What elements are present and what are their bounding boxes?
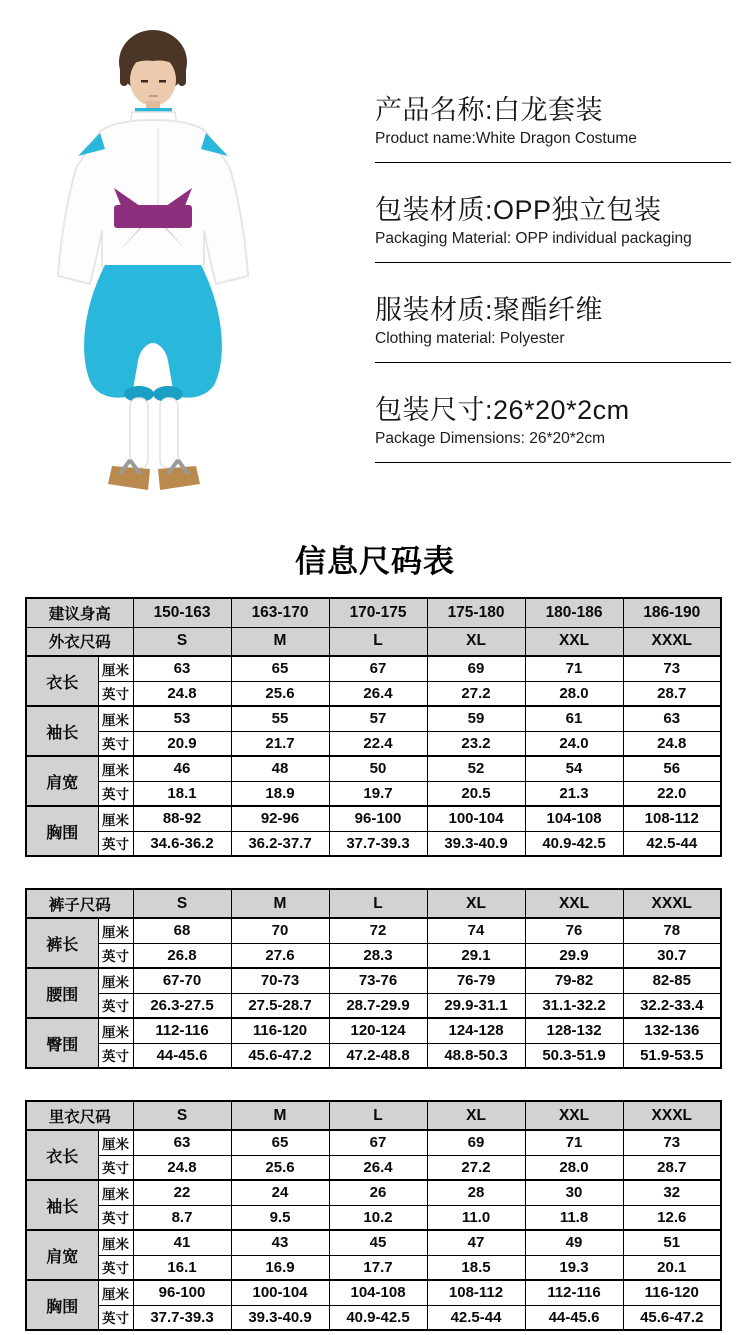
- table-row: [26, 1043, 721, 1068]
- size-value-cm: 65: [231, 656, 329, 681]
- size-value-cm: 74: [427, 918, 525, 943]
- size-value-inch: 21.7: [231, 731, 329, 756]
- size-value-inch: 16.1: [133, 1255, 231, 1280]
- size-value-inch: 29.1: [427, 943, 525, 968]
- size-value-inch: 27.6: [231, 943, 329, 968]
- size-value-cm: 67: [329, 1130, 427, 1155]
- table-row: [26, 806, 721, 831]
- table-row: [26, 1230, 721, 1255]
- size-value-inch: 22.4: [329, 731, 427, 756]
- size-value-cm: 70-73: [231, 968, 329, 993]
- header-value: XL: [427, 627, 525, 656]
- size-value-cm: 104-108: [329, 1280, 427, 1305]
- size-value-cm: 69: [427, 1130, 525, 1155]
- unit-label-inch: 英寸: [98, 831, 133, 856]
- size-value-cm: 32: [623, 1180, 721, 1205]
- size-value-inch: 26.4: [329, 1155, 427, 1180]
- size-value-inch: 27.2: [427, 1155, 525, 1180]
- header-value: 175-180: [427, 598, 525, 627]
- size-value-cm: 67-70: [133, 968, 231, 993]
- unit-label-inch: 英寸: [98, 993, 133, 1018]
- table-row: [26, 1280, 721, 1305]
- size-value-inch: 39.3-40.9: [427, 831, 525, 856]
- size-value-cm: 56: [623, 756, 721, 781]
- header-value: XL: [427, 1101, 525, 1130]
- size-value-cm: 67: [329, 656, 427, 681]
- header-value: M: [231, 889, 329, 918]
- table-row: [26, 1180, 721, 1205]
- measurement-label: 肩宽: [26, 756, 98, 806]
- size-value-inch: 29.9: [525, 943, 623, 968]
- size-tables-section: [0, 597, 750, 1331]
- package-dimensions-en: Package Dimensions: 26*20*2cm: [375, 430, 606, 447]
- unit-label-inch: 英寸: [98, 1305, 133, 1330]
- size-value-cm: 104-108: [525, 806, 623, 831]
- header-value: XXXL: [623, 627, 721, 656]
- measurement-label: 腰围: [26, 968, 98, 1018]
- size-value-inch: 21.3: [525, 781, 623, 806]
- size-value-inch: 19.7: [329, 781, 427, 806]
- unit-label-cm: 厘米: [98, 656, 133, 681]
- size-value-cm: 96-100: [329, 806, 427, 831]
- header-label: 建议身高: [26, 598, 133, 627]
- size-value-cm: 48: [231, 756, 329, 781]
- size-value-inch: 26.3-27.5: [133, 993, 231, 1018]
- size-value-inch: 47.2-48.8: [329, 1043, 427, 1068]
- size-value-cm: 54: [525, 756, 623, 781]
- size-value-inch: 45.6-47.2: [623, 1305, 721, 1330]
- size-value-inch: 8.7: [133, 1205, 231, 1230]
- size-value-cm: 28: [427, 1180, 525, 1205]
- size-value-inch: 42.5-44: [427, 1305, 525, 1330]
- header-label: 里衣尺码: [26, 1101, 133, 1130]
- size-value-cm: 70: [231, 918, 329, 943]
- size-value-cm: 108-112: [427, 1280, 525, 1305]
- size-value-cm: 52: [427, 756, 525, 781]
- size-value-inch: 16.9: [231, 1255, 329, 1280]
- size-value-inch: 42.5-44: [623, 831, 721, 856]
- size-value-cm: 68: [133, 918, 231, 943]
- size-value-cm: 53: [133, 706, 231, 731]
- unit-label-cm: 厘米: [98, 706, 133, 731]
- size-value-inch: 20.5: [427, 781, 525, 806]
- size-value-inch: 27.5-28.7: [231, 993, 329, 1018]
- header-value: L: [329, 627, 427, 656]
- size-value-inch: 39.3-40.9: [231, 1305, 329, 1330]
- size-value-inch: 37.7-39.3: [133, 1305, 231, 1330]
- size-value-cm: 112-116: [525, 1280, 623, 1305]
- size-value-inch: 34.6-36.2: [133, 831, 231, 856]
- header-value: S: [133, 889, 231, 918]
- product-info-item-name: [375, 94, 731, 163]
- size-value-inch: 19.3: [525, 1255, 623, 1280]
- size-value-cm: 100-104: [231, 1280, 329, 1305]
- size-value-inch: 40.9-42.5: [525, 831, 623, 856]
- unit-label-inch: 英寸: [98, 781, 133, 806]
- size-value-cm: 79-82: [525, 968, 623, 993]
- table-row: [26, 656, 721, 681]
- measurement-label: 胸围: [26, 806, 98, 856]
- size-value-cm: 59: [427, 706, 525, 731]
- size-value-cm: 41: [133, 1230, 231, 1255]
- size-value-inch: 18.5: [427, 1255, 525, 1280]
- size-value-cm: 47: [427, 1230, 525, 1255]
- unit-label-inch: 英寸: [98, 731, 133, 756]
- size-value-inch: 28.3: [329, 943, 427, 968]
- table-row: [26, 1155, 721, 1180]
- size-value-inch: 28.0: [525, 681, 623, 706]
- size-value-cm: 73: [623, 1130, 721, 1155]
- size-value-inch: 11.8: [525, 1205, 623, 1230]
- measurement-label: 胸围: [26, 1280, 98, 1330]
- table-header-row: [26, 889, 721, 918]
- header-label: 外衣尺码: [26, 627, 133, 656]
- model-socks: [130, 398, 178, 468]
- model-geta-sandals: [108, 460, 200, 490]
- header-value: M: [231, 627, 329, 656]
- header-value: XXXL: [623, 889, 721, 918]
- size-value-cm: 69: [427, 656, 525, 681]
- size-value-cm: 63: [133, 656, 231, 681]
- product-name-zh: 产品名称:白龙套装: [375, 95, 604, 125]
- header-value: 163-170: [231, 598, 329, 627]
- table-header-row: [26, 627, 721, 656]
- unit-label-cm: 厘米: [98, 1230, 133, 1255]
- measurement-label: 衣长: [26, 1130, 98, 1180]
- table-row: [26, 918, 721, 943]
- table-row: [26, 1255, 721, 1280]
- size-value-inch: 9.5: [231, 1205, 329, 1230]
- clothing-material-en: Clothing material: Polyester: [375, 330, 565, 347]
- size-value-cm: 112-116: [133, 1018, 231, 1043]
- size-table-1: [25, 888, 722, 1069]
- size-value-cm: 76: [525, 918, 623, 943]
- measurement-label: 臀围: [26, 1018, 98, 1068]
- size-value-cm: 82-85: [623, 968, 721, 993]
- measurement-label: 肩宽: [26, 1230, 98, 1280]
- model-photo: [8, 8, 308, 508]
- size-value-cm: 46: [133, 756, 231, 781]
- size-value-inch: 12.6: [623, 1205, 721, 1230]
- size-value-cm: 24: [231, 1180, 329, 1205]
- header-label: 裤子尺码: [26, 889, 133, 918]
- header-value: L: [329, 889, 427, 918]
- size-value-cm: 61: [525, 706, 623, 731]
- size-value-cm: 50: [329, 756, 427, 781]
- size-value-inch: 20.1: [623, 1255, 721, 1280]
- size-value-inch: 45.6-47.2: [231, 1043, 329, 1068]
- size-value-inch: 28.7: [623, 1155, 721, 1180]
- product-name-en: Product name:White Dragon Costume: [375, 130, 637, 147]
- size-value-cm: 108-112: [623, 806, 721, 831]
- size-value-inch: 26.8: [133, 943, 231, 968]
- size-value-cm: 71: [525, 1130, 623, 1155]
- table-row: [26, 1305, 721, 1330]
- size-value-inch: 22.0: [623, 781, 721, 806]
- size-value-cm: 55: [231, 706, 329, 731]
- size-value-cm: 92-96: [231, 806, 329, 831]
- size-value-inch: 36.2-37.7: [231, 831, 329, 856]
- size-value-inch: 24.0: [525, 731, 623, 756]
- table-row: [26, 943, 721, 968]
- size-value-cm: 128-132: [525, 1018, 623, 1043]
- table-row: [26, 781, 721, 806]
- model-figure-illustration: [8, 8, 308, 508]
- size-value-cm: 116-120: [623, 1280, 721, 1305]
- unit-label-inch: 英寸: [98, 943, 133, 968]
- header-value: 150-163: [133, 598, 231, 627]
- package-dimensions-zh: 包装尺寸:26*20*2cm: [375, 395, 630, 425]
- size-table-0: [25, 597, 722, 857]
- measurement-label: 衣长: [26, 656, 98, 706]
- unit-label-cm: 厘米: [98, 1018, 133, 1043]
- size-value-cm: 132-136: [623, 1018, 721, 1043]
- size-value-cm: 72: [329, 918, 427, 943]
- table-row: [26, 1205, 721, 1230]
- size-value-inch: 48.8-50.3: [427, 1043, 525, 1068]
- packaging-material-zh: 包装材质:OPP独立包装: [375, 195, 662, 225]
- size-value-cm: 71: [525, 656, 623, 681]
- size-value-inch: 40.9-42.5: [329, 1305, 427, 1330]
- header-value: XL: [427, 889, 525, 918]
- product-info-item-packaging: [375, 194, 731, 263]
- size-value-inch: 32.2-33.4: [623, 993, 721, 1018]
- table-row: [26, 756, 721, 781]
- size-value-cm: 45: [329, 1230, 427, 1255]
- size-value-inch: 50.3-51.9: [525, 1043, 623, 1068]
- unit-label-inch: 英寸: [98, 1155, 133, 1180]
- size-value-inch: 23.2: [427, 731, 525, 756]
- table-row: [26, 831, 721, 856]
- header-value: 186-190: [623, 598, 721, 627]
- size-value-inch: 28.0: [525, 1155, 623, 1180]
- size-value-inch: 28.7: [623, 681, 721, 706]
- size-value-cm: 43: [231, 1230, 329, 1255]
- product-info-list: [375, 94, 731, 494]
- size-value-cm: 63: [623, 706, 721, 731]
- size-value-inch: 24.8: [133, 681, 231, 706]
- table-row: [26, 968, 721, 993]
- unit-label-inch: 英寸: [98, 681, 133, 706]
- table-row: [26, 706, 721, 731]
- measurement-label: 裤长: [26, 918, 98, 968]
- header-value: L: [329, 1101, 427, 1130]
- unit-label-inch: 英寸: [98, 1205, 133, 1230]
- size-value-cm: 124-128: [427, 1018, 525, 1043]
- size-value-inch: 25.6: [231, 1155, 329, 1180]
- header-value: XXL: [525, 1101, 623, 1130]
- size-value-cm: 116-120: [231, 1018, 329, 1043]
- header-value: 170-175: [329, 598, 427, 627]
- unit-label-cm: 厘米: [98, 806, 133, 831]
- size-value-inch: 11.0: [427, 1205, 525, 1230]
- unit-label-cm: 厘米: [98, 756, 133, 781]
- clothing-material-zh: 服装材质:聚酯纤维: [375, 295, 604, 325]
- model-jacket: [58, 120, 248, 284]
- measurement-label: 袖长: [26, 706, 98, 756]
- size-value-cm: 73: [623, 656, 721, 681]
- size-value-cm: 73-76: [329, 968, 427, 993]
- header-value: XXXL: [623, 1101, 721, 1130]
- size-value-inch: 51.9-53.5: [623, 1043, 721, 1068]
- size-value-cm: 57: [329, 706, 427, 731]
- table-header-row: [26, 598, 721, 627]
- model-pants: [84, 265, 222, 402]
- size-value-cm: 65: [231, 1130, 329, 1155]
- measurement-label: 袖长: [26, 1180, 98, 1230]
- size-value-cm: 88-92: [133, 806, 231, 831]
- size-value-cm: 100-104: [427, 806, 525, 831]
- product-info-item-dimensions: [375, 394, 731, 463]
- size-value-inch: 25.6: [231, 681, 329, 706]
- size-value-cm: 76-79: [427, 968, 525, 993]
- unit-label-cm: 厘米: [98, 1130, 133, 1155]
- packaging-material-en: Packaging Material: OPP individual packaging: [375, 230, 692, 247]
- product-header-section: [0, 0, 750, 528]
- size-value-inch: 27.2: [427, 681, 525, 706]
- size-value-inch: 26.4: [329, 681, 427, 706]
- size-value-inch: 24.8: [133, 1155, 231, 1180]
- unit-label-cm: 厘米: [98, 918, 133, 943]
- size-value-cm: 26: [329, 1180, 427, 1205]
- size-value-inch: 28.7-29.9: [329, 993, 427, 1018]
- header-value: S: [133, 627, 231, 656]
- size-value-inch: 18.9: [231, 781, 329, 806]
- header-value: 180-186: [525, 598, 623, 627]
- table-row: [26, 993, 721, 1018]
- size-value-cm: 30: [525, 1180, 623, 1205]
- header-value: XXL: [525, 889, 623, 918]
- header-value: XXL: [525, 627, 623, 656]
- size-value-cm: 63: [133, 1130, 231, 1155]
- size-value-cm: 51: [623, 1230, 721, 1255]
- size-value-inch: 44-45.6: [525, 1305, 623, 1330]
- table-row: [26, 731, 721, 756]
- size-value-cm: 78: [623, 918, 721, 943]
- size-value-inch: 31.1-32.2: [525, 993, 623, 1018]
- size-value-cm: 96-100: [133, 1280, 231, 1305]
- size-value-inch: 44-45.6: [133, 1043, 231, 1068]
- header-value: M: [231, 1101, 329, 1130]
- table-header-row: [26, 1101, 721, 1130]
- size-value-inch: 17.7: [329, 1255, 427, 1280]
- size-value-inch: 24.8: [623, 731, 721, 756]
- size-table-2: [25, 1100, 722, 1331]
- size-value-inch: 18.1: [133, 781, 231, 806]
- size-value-cm: 22: [133, 1180, 231, 1205]
- size-value-inch: 37.7-39.3: [329, 831, 427, 856]
- product-info-item-material: [375, 294, 731, 363]
- size-chart-title: 信息尺码表: [295, 544, 455, 579]
- size-value-inch: 10.2: [329, 1205, 427, 1230]
- table-row: [26, 1018, 721, 1043]
- table-row: [26, 1130, 721, 1155]
- unit-label-cm: 厘米: [98, 968, 133, 993]
- size-value-cm: 49: [525, 1230, 623, 1255]
- size-value-inch: 30.7: [623, 943, 721, 968]
- unit-label-cm: 厘米: [98, 1280, 133, 1305]
- unit-label-inch: 英寸: [98, 1043, 133, 1068]
- unit-label-cm: 厘米: [98, 1180, 133, 1205]
- size-value-inch: 29.9-31.1: [427, 993, 525, 1018]
- size-value-inch: 20.9: [133, 731, 231, 756]
- size-value-cm: 120-124: [329, 1018, 427, 1043]
- header-value: S: [133, 1101, 231, 1130]
- unit-label-inch: 英寸: [98, 1255, 133, 1280]
- table-row: [26, 681, 721, 706]
